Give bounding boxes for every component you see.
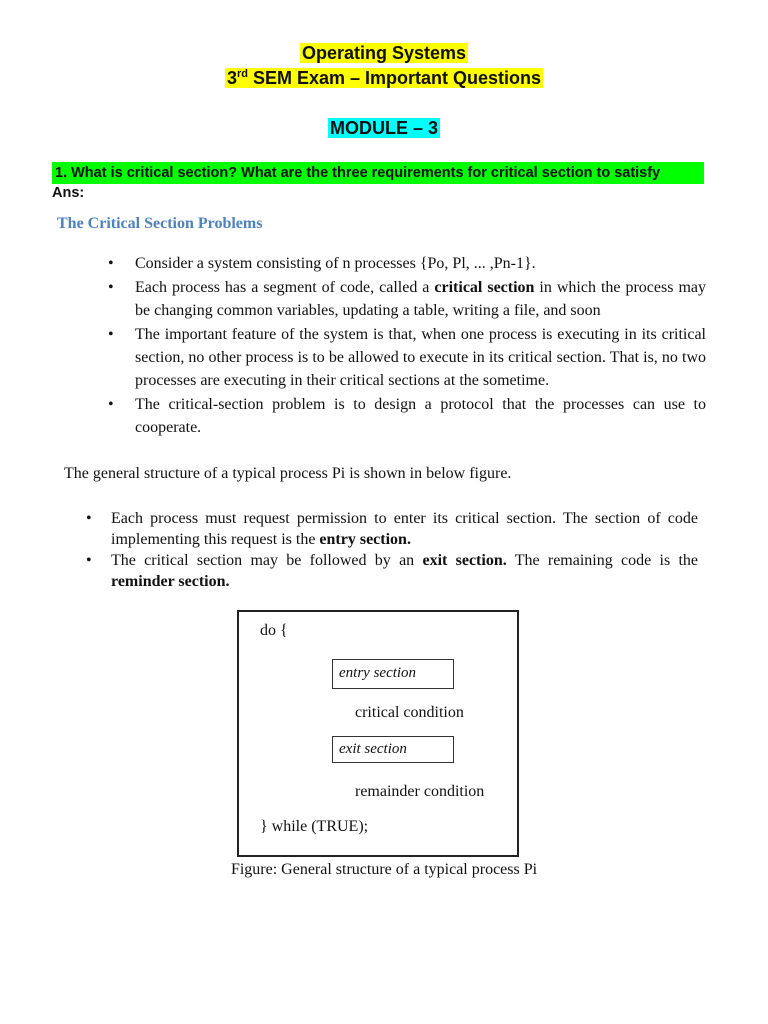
bullet-item bbox=[108, 252, 706, 275]
bullet-bold-text: entry section. bbox=[319, 531, 411, 548]
bullet-text: Consider a system consisting of n processes {Po, Pl, ... ,Pn-1}. bbox=[135, 255, 536, 272]
title-sem-text: SEM Exam – Important Questions bbox=[247, 68, 542, 88]
bullet-text: Each process has a segment of code, called a bbox=[135, 279, 435, 296]
figure-caption: Figure: General structure of a typical process Pi bbox=[230, 861, 538, 878]
critical-condition-text: critical condition bbox=[355, 704, 464, 721]
entry-section-label: entry section bbox=[339, 665, 417, 681]
general-structure-text: The general structure of a typical process Pi is shown in below figure. bbox=[64, 465, 512, 482]
bullet-text: The critical-section problem is to design a protocol that the processes can use to cooperate. bbox=[135, 396, 706, 436]
bullet-text: in which the process may be changing common variables, updating a table, writing a file, and soon bbox=[135, 279, 706, 319]
bullet-bold-text: critical section bbox=[434, 279, 535, 296]
answer-label: Ans: bbox=[52, 185, 85, 201]
entry-section-box bbox=[332, 659, 454, 689]
title-sem-number: 3 bbox=[226, 68, 237, 88]
bullet-text: Each process must request permission to enter its critical section. The section of code implementing this request is the bbox=[111, 510, 698, 548]
document-subtitle bbox=[0, 66, 768, 90]
while-line: } while (TRUE); bbox=[260, 818, 369, 835]
bullet-item bbox=[108, 393, 706, 439]
bullet-item bbox=[86, 508, 698, 550]
document-title bbox=[0, 41, 768, 65]
title-sem-suffix: rd bbox=[236, 68, 248, 80]
do-line: do { bbox=[260, 622, 288, 639]
bullet-text: The important feature of the system is that, when one process is executing in its critical section, no other process is to be allowed to execute in its critical section. That is, no two processes are executing in their critical sections at the sometime. bbox=[135, 326, 706, 389]
question-heading: 1. What is critical section? What are the three requirements for critical section to satisfy bbox=[52, 162, 704, 184]
process-structure-figure bbox=[237, 610, 519, 857]
bullet-bold-text: exit section. bbox=[422, 552, 507, 569]
exit-section-box bbox=[332, 736, 454, 763]
bullet-list-critical-section bbox=[108, 252, 706, 440]
module-label: MODULE – 3 bbox=[329, 118, 439, 138]
bullet-text: The critical section may be followed by an bbox=[111, 552, 423, 569]
bullet-item bbox=[108, 323, 706, 392]
title-line-1: Operating Systems bbox=[301, 43, 467, 63]
bullet-list-sections bbox=[86, 508, 698, 592]
title-line-2 bbox=[225, 68, 543, 88]
bullet-text: The remaining code is the bbox=[506, 552, 699, 569]
remainder-condition-text: remainder condition bbox=[355, 783, 485, 800]
exit-section-label: exit section bbox=[339, 741, 407, 757]
bullet-item bbox=[86, 550, 698, 592]
module-heading bbox=[0, 118, 768, 139]
bullet-bold-text: reminder section. bbox=[111, 573, 230, 590]
bullet-item bbox=[108, 276, 706, 322]
section-heading: The Critical Section Problems bbox=[57, 215, 263, 232]
